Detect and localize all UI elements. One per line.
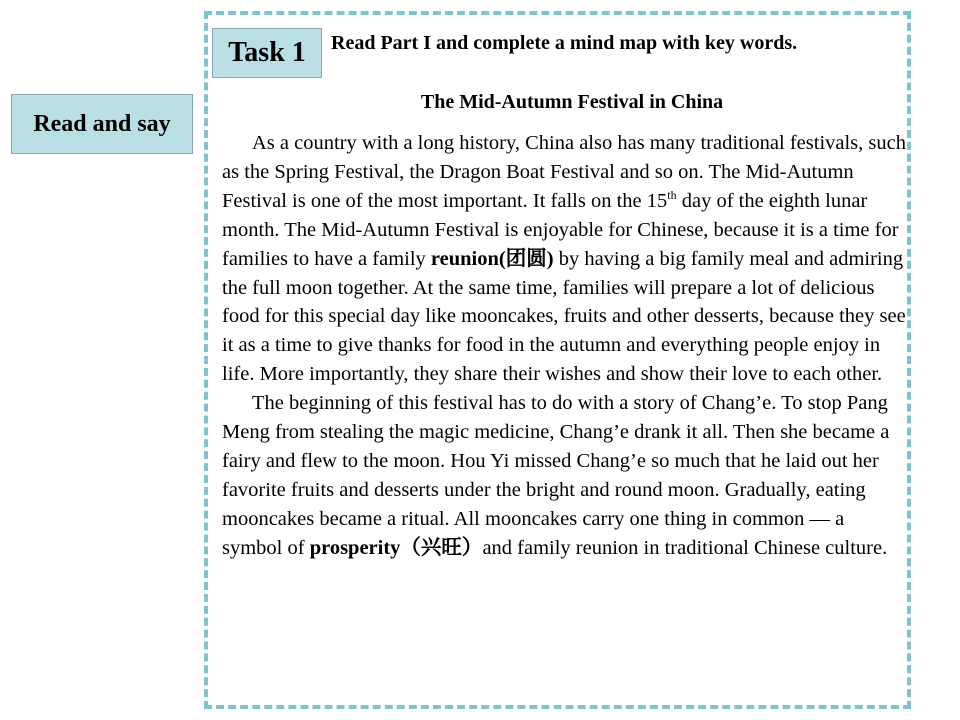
read-and-say-label: Read and say [11,94,193,154]
paragraph-2 [222,389,906,562]
p2-text-a: The beginning of this festival has to do with a story of Chang’e. To stop Pang Meng from stealing the magic medicine, Chang’e drank it all. Then she became a fairy and flew to the moon. Hou Yi missed Chang’e so much that he laid out her favorite fruits and desserts under the bright and round moon. Gradually, eating mooncakes became a ritual. All mooncakes carry one thing in common — a symbol of [222,392,890,559]
keyword-reunion: reunion(团圆) [430,247,554,270]
ordinal-suffix: th [667,187,677,202]
task-instruction: Read Part I and complete a mind map with key words. [331,32,798,54]
paragraph-1 [222,129,906,389]
keyword-prosperity: prosperity（兴旺） [309,536,483,559]
task-badge: Task 1 [212,28,322,78]
p1-text-c: by having a big family meal and admiring the full moon together. At the same time, families will prepare a lot of delicious food for this special day like mooncakes, fruits and other desserts, because they see it as a time to give thanks for food in the autumn and everything people enjoy in life. More importantly, they share their wishes and show their love to each other. [222,247,906,386]
article-title: The Mid-Autumn Festival in China [420,91,724,113]
p2-text-b: and family reunion in traditional Chinese culture. [482,536,888,559]
p1-text-a: As a country with a long history, China also has many traditional festivals, such as the Spring Festival, the Dragon Boat Festival and so on. The Mid-Autumn Festival is one of the most important. It falls on the 15 [222,132,906,212]
article-body [222,129,906,563]
p1-text-b: day of the eighth lunar month. The Mid-Autumn Festival is enjoyable for Chinese, because it is a time for families to have a family [222,189,899,270]
